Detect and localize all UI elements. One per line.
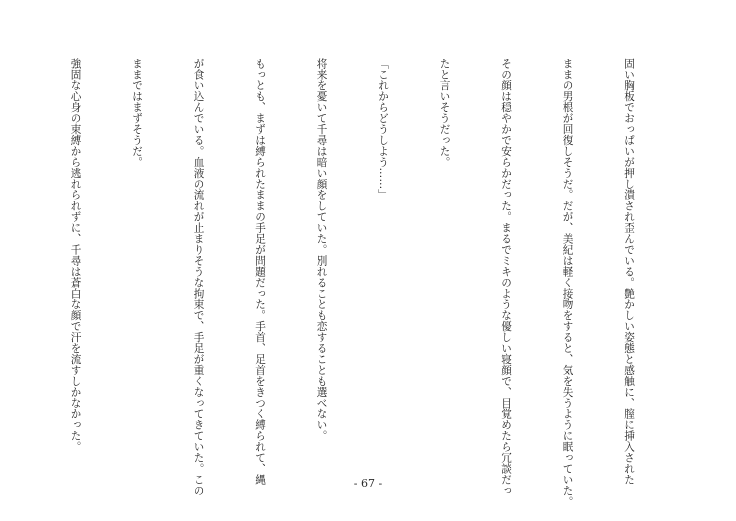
- text-line: ままの男根が回復しそうだ。だが、美紀は軽く接吻をすると、気を失うように眠っていた。: [561, 58, 574, 507]
- text-line: 将来を憂いて千尋は暗い顔をしていた。別れることも恋することも選べない。: [315, 58, 328, 442]
- text-line: 「これからどうしよう……」: [377, 58, 389, 201]
- text-line: が食い込んでいる。血液の流れが止まりそうな拘束で、手足が重くなってきていた。この: [192, 58, 205, 496]
- text-line: その顔は穏やかで安らかだった。まるでミキのような優しい寝顔で、目覚めたら冗談だっ: [500, 58, 512, 496]
- text-line: もっとも、まずは縛られたままの手足が問題だった。手首、足首をきつく縛られて、縄: [254, 58, 266, 486]
- page-number: - 67 -: [353, 477, 383, 490]
- text-line: 固い胸板でおっぱいが押し潰され歪んでいる。艶かしい姿態と感触に、膣に挿入された: [623, 58, 635, 486]
- text-line: 強固な心身の束縛から逃れられずに、千尋は蒼白な顔で汗を流すしかなかった。: [69, 58, 82, 453]
- text-line: ままではまずそうだ。: [131, 58, 143, 168]
- text-line: たと言いそうだった。: [438, 58, 451, 168]
